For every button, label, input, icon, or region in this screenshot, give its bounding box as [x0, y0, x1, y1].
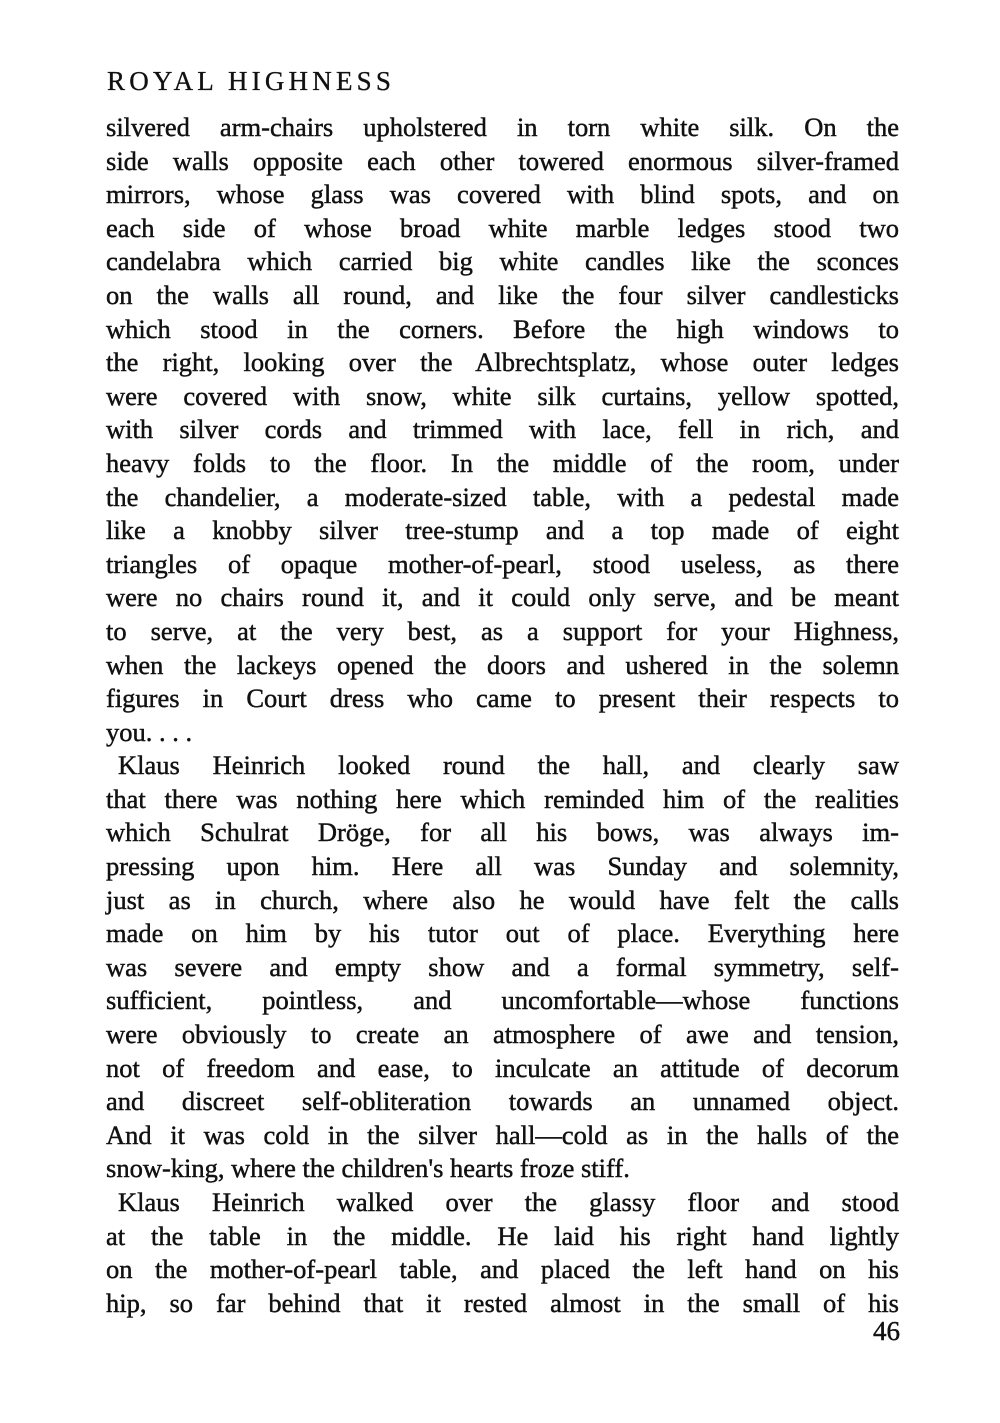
text-line: was severe and empty show and a formal symmetry, self-	[106, 951, 899, 982]
text-line: were obviously to create an atmosphere of awe and tension,	[106, 1019, 899, 1050]
text-line: were no chairs round it, and it could only serve, and be meant	[106, 582, 899, 613]
text-line: that there was nothing here which reminded him of the realities	[106, 783, 899, 814]
text-line: And it was cold in the silver hall—cold as in the halls of the	[106, 1119, 899, 1150]
text-line: sufficient, pointless, and uncomfortable—whose functions	[106, 985, 899, 1016]
text-line: silvered arm-chairs upholstered in torn white silk. On the	[106, 112, 899, 142]
text-line: on the walls all round, and like the four silver candlesticks	[106, 279, 899, 310]
text-line: on the mother-of-pearl table, and placed the left hand on his	[106, 1254, 899, 1285]
text-line: to serve, at the very best, as a support for your Highness,	[106, 615, 899, 646]
text-line: pressing upon him. Here all was Sunday and solemnity,	[106, 851, 899, 882]
text-line: at the table in the middle. He laid his right hand lightly	[106, 1220, 899, 1251]
text-line: hip, so far behind that it rested almost in the small of his	[106, 1287, 899, 1318]
text-line: each side of whose broad white marble ledges stood two	[106, 212, 899, 243]
text-line: not of freedom and ease, to inculcate an attitude of decorum	[106, 1052, 899, 1083]
text-line: and discreet self-obliteration towards an unnamed object.	[106, 1086, 899, 1117]
text-line: Klaus Heinrich walked over the glassy floor and stood	[118, 1187, 899, 1217]
text-line: you. . . .	[106, 716, 193, 747]
text-line: like a knobby silver tree-stump and a top made of eight	[106, 515, 899, 546]
text-line: with silver cords and trimmed with lace, fell in rich, and	[106, 414, 899, 445]
text-line: heavy folds to the floor. In the middle of the room, under	[106, 447, 899, 478]
page-number: 46	[873, 1316, 900, 1346]
text-line: when the lackeys opened the doors and ushered in the solemn	[106, 649, 899, 680]
text-line: which stood in the corners. Before the high windows to	[106, 313, 899, 344]
text-line: which Schulrat Dröge, for all his bows, was always im-	[106, 817, 899, 848]
text-line: Klaus Heinrich looked round the hall, and clearly saw	[118, 750, 899, 781]
text-line: candelabra which carried big white candles like the sconces	[106, 246, 899, 277]
text-line: triangles of opaque mother-of-pearl, stood useless, as there	[106, 548, 899, 579]
text-line: snow-king, where the children's hearts froze stiff.	[106, 1153, 630, 1184]
body-text	[106, 111, 899, 1320]
text-line: just as in church, where also he would have felt the calls	[106, 884, 899, 915]
text-line: side walls opposite each other towered enormous silver-framed	[106, 145, 899, 176]
text-line: the chandelier, a moderate-sized table, with a pedestal made	[106, 481, 899, 512]
text-line: figures in Court dress who came to present their respects to	[106, 683, 899, 714]
text-line: the right, looking over the Albrechtsplatz, whose outer ledges	[106, 347, 899, 378]
text-line: mirrors, whose glass was covered with blind spots, and on	[106, 179, 899, 210]
text-line: made on him by his tutor out of place. Everything here	[106, 918, 899, 949]
text-line: were covered with snow, white silk curtains, yellow spotted,	[106, 380, 899, 411]
running-header: ROYAL HIGHNESS	[107, 66, 396, 96]
